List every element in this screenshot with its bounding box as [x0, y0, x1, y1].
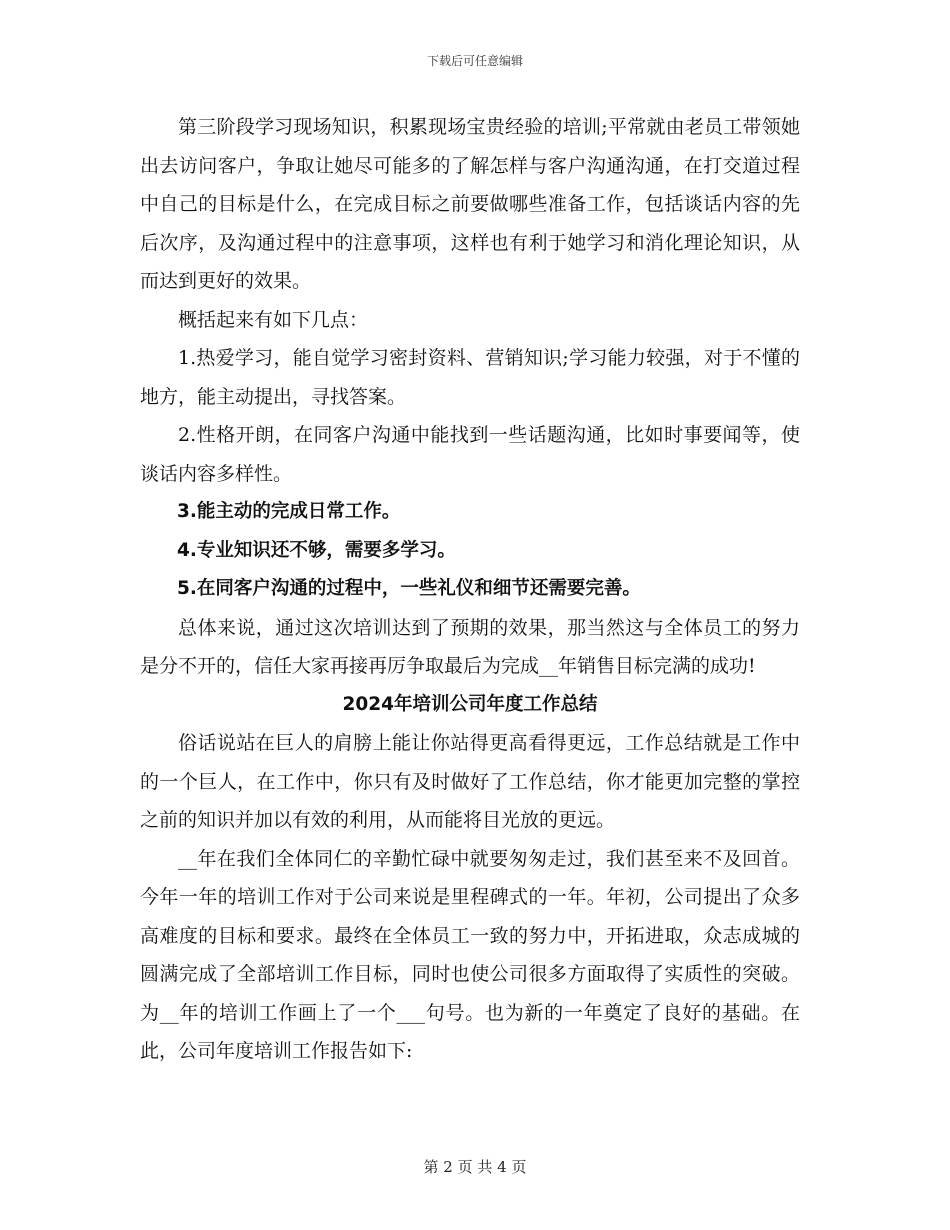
paragraph-section-report: __年在我们全体同仁的辛勤忙碌中就要匆匆走过，我们甚至来不及回首。今年一年的培训工作对于公司来说是里程碑式的一年。年初，公司提出了众多高难度的目标和要求。最终在全体员工一致的努力中，开拓进取，众志成城的圆满完成了全部培训工作目标，同时也使公司很多方面取得了实质性的突破。为__年的培训工作画上了一个___句号。也为新的一年奠定了良好的基础。在此，公司年度培训工作报告如下: [140, 847, 800, 1062]
list-item-1: 1.热爱学习，能自觉学习密封资料、营销知识;学习能力较强，对于不懂的地方，能主动提出，寻找答案。 [140, 347, 800, 408]
page-footer: 第 2 页 共 4 页 [423, 1158, 527, 1176]
list-item-5: 5.在同客户沟通的过程中，一些礼仪和细节还需要完善。 [177, 578, 641, 599]
paragraph-stage-three: 第三阶段学习现场知识，积累现场宝贵经验的培训;平常就由老员工带领她出去访问客户，争取让她尽可能多的了解怎样与客户沟通沟通，在打交道过程中自己的目标是什么，在完成目标之前要做哪些准备工作，包括谈话内容的先后次序，及沟通过程中的注意事项，这样也有利于她学习和消化理论知识，从而达到更好的效果。 [140, 116, 800, 292]
list-item-3: 3.能主动的完成日常工作。 [177, 501, 401, 522]
list-item-4: 4.专业知识还不够，需要多学习。 [177, 539, 456, 561]
page-header: 下载后可任意编辑 [426, 54, 523, 68]
paragraph-conclusion: 总体来说，通过这次培训达到了预期的效果，那当然这与全体员工的努力是分不开的，信任大家再接再厉争取最后为完成__年销售目标完满的成功! [140, 616, 800, 677]
paragraph-section-intro: 俗话说站在巨人的肩膀上能让你站得更高看得更远，工作总结就是工作中的一个巨人，在工作中，你只有及时做好了工作总结，你才能更加完整的掌控之前的知识并加以有效的利用，从而能将目光放的更远。 [140, 732, 800, 831]
section-title: 2024年培训公司年度工作总结 [342, 693, 598, 715]
paragraph-summary-intro: 概括起来有如下几点： [178, 308, 369, 331]
document-body [140, 108, 800, 1071]
list-item-2: 2.性格开朗，在同客户沟通中能找到一些话题沟通，比如时事要闻等，使谈话内容多样性。 [140, 424, 800, 485]
